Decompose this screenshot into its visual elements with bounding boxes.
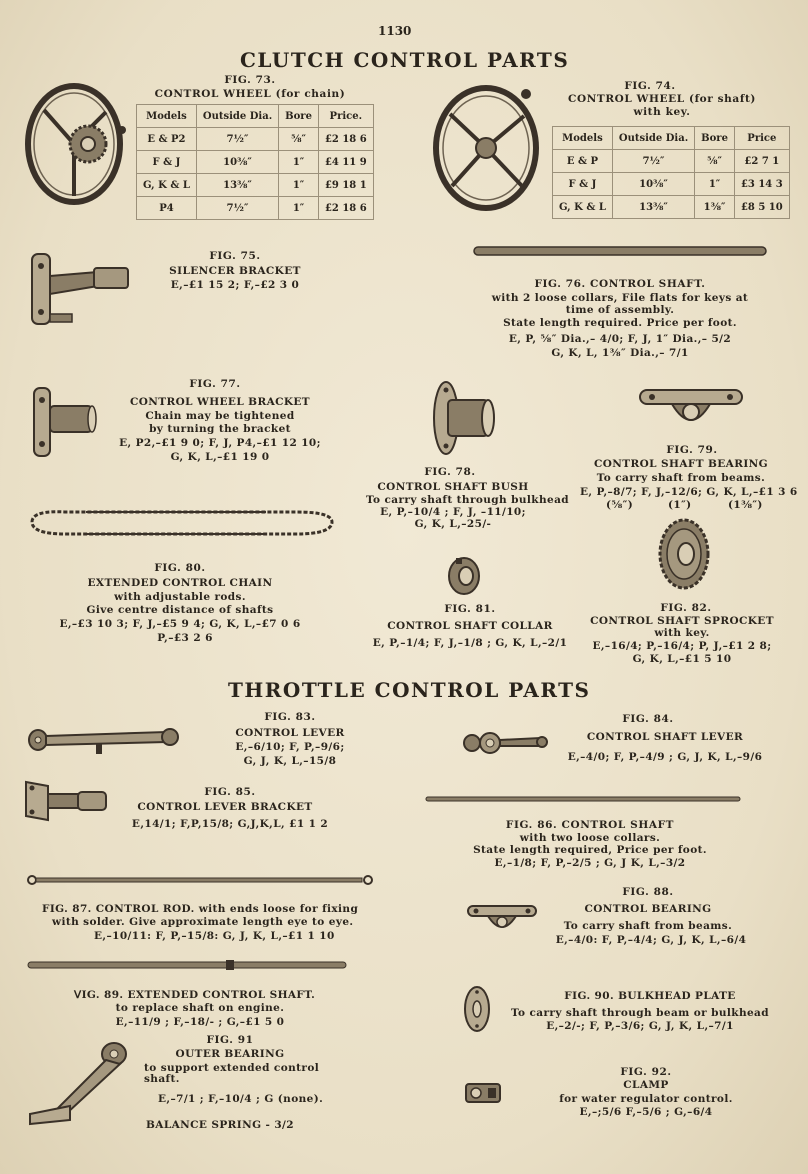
control-shaft-sprocket-illustration bbox=[656, 516, 712, 592]
fig77-title: CONTROL WHEEL BRACKET bbox=[129, 396, 311, 408]
fig80-label: FIG. 80. bbox=[154, 562, 206, 574]
fig85-price: E,14/1; F,P,15/8; G,J,K,L, £1 1 2 bbox=[131, 818, 329, 830]
control-shaft-bush-illustration bbox=[432, 378, 496, 458]
fig83-label: FIG. 83. bbox=[264, 711, 316, 723]
fig80-line-2: with adjustable rods. bbox=[114, 591, 246, 603]
table-row bbox=[553, 150, 790, 173]
fig84-label: FIG. 84. bbox=[622, 713, 674, 725]
control-bearing-illustration bbox=[466, 902, 538, 936]
fig82-line-3: E,–16/4; P,–16/4; P, J,–£1 2 8; bbox=[592, 640, 772, 652]
fig86-line-1: with two loose collars. bbox=[519, 832, 661, 844]
table-cell: £3 14 3 bbox=[734, 173, 789, 196]
fig88-label: FIG. 88. bbox=[622, 886, 674, 898]
fig74-header-outside-dia: Outside Dia. bbox=[612, 127, 694, 150]
fig73-header-models: Models bbox=[137, 105, 197, 128]
table-cell: 10⅜″ bbox=[196, 151, 278, 174]
table-cell: £9 18 1 bbox=[318, 174, 373, 197]
fig76-line-4: E, P, ⅝″ Dia.,– 4/0; F, J, 1″ Dia.,– 5/2 bbox=[508, 333, 732, 345]
extended-control-chain-illustration bbox=[26, 506, 336, 538]
table-cell: ⅝″ bbox=[695, 150, 735, 173]
fig73-title: CONTROL WHEEL (for chain) bbox=[154, 88, 346, 100]
fig74-header-models: Models bbox=[553, 127, 613, 150]
fig88-title: CONTROL BEARING bbox=[584, 903, 712, 915]
table-cell: 7½″ bbox=[196, 197, 278, 220]
fig73-label: FIG. 73. bbox=[224, 74, 276, 86]
fig84-price: E,–4/0; F, P,–4/9 ; G, J, K, L,–9/6 bbox=[567, 751, 763, 763]
fig73-header-outside-dia: Outside Dia. bbox=[196, 105, 278, 128]
table-cell: £2 18 6 bbox=[318, 128, 373, 151]
table-cell: 10⅜″ bbox=[612, 173, 694, 196]
control-shaft-bearing-illustration bbox=[638, 386, 744, 434]
fig82-label: FIG. 82. bbox=[660, 602, 712, 614]
control-shaft-collar-illustration bbox=[446, 556, 482, 596]
fig80-line-4: E,–£3 10 3; F, J,–£5 9 4; G, K, L,–£7 0 6 bbox=[59, 618, 301, 630]
fig79-line-3: E, P,–8/7; F, J,–12/6; G, K, L,–£1 3 6 bbox=[580, 486, 798, 498]
fig86-label: FIG. 86. CONTROL SHAFT bbox=[505, 819, 675, 831]
table-row bbox=[137, 174, 374, 197]
fig74-label: FIG. 74. bbox=[624, 80, 676, 92]
fig74-header-bore: Bore bbox=[695, 127, 735, 150]
table-row bbox=[553, 173, 790, 196]
control-shaft-86-illustration bbox=[424, 794, 742, 804]
fig74-header-price: Price bbox=[734, 127, 789, 150]
fig78-label: FIG. 78. bbox=[424, 466, 476, 478]
table-row bbox=[137, 197, 374, 220]
heading-throttle-control-parts: THROTTLE CONTROL PARTS bbox=[228, 678, 591, 702]
fig89-line-3: E,–11/9 ; F,–18/- ; G,–£1 5 0 bbox=[115, 1016, 285, 1028]
table-cell: 1″ bbox=[279, 151, 319, 174]
fig81-price: E, P,–1/4; F, J,–1/8 ; G, K, L,–2/1 bbox=[372, 637, 568, 649]
fig89-line-1: ᐯIG. 89. EXTENDED CONTROL SHAFT. bbox=[74, 989, 316, 1001]
heading-clutch-control-parts: CLUTCH CONTROL PARTS bbox=[240, 48, 570, 72]
fig90-line-2: To carry shaft through beam or bulkhead bbox=[510, 1007, 770, 1019]
table-cell: 1⅜″ bbox=[695, 196, 735, 219]
fig74-price-table bbox=[552, 126, 790, 219]
fig77-line-4: E, P2,–£1 9 0; F, J, P4,–£1 12 10; bbox=[119, 437, 321, 449]
fig80-line-5: P,–£3 2 6 bbox=[157, 632, 213, 644]
fig82-title: CONTROL SHAFT SPROCKET bbox=[590, 615, 774, 627]
fig90-title: FIG. 90. BULKHEAD PLATE bbox=[564, 990, 736, 1002]
fig78-line-4: G, K, L,–25/- bbox=[414, 518, 492, 530]
control-rod-illustration bbox=[26, 872, 376, 888]
clamp-illustration bbox=[462, 1080, 504, 1106]
table-cell: £2 7 1 bbox=[734, 150, 789, 173]
fig78-line-2: To carry shaft through bulkhead bbox=[366, 494, 570, 506]
outer-bearing-illustration bbox=[26, 1040, 130, 1126]
control-wheel-shaft-illustration bbox=[430, 82, 546, 214]
table-cell: G, K & L bbox=[553, 196, 613, 219]
fig91-title: OUTER BEARING bbox=[175, 1048, 285, 1060]
table-cell: F & J bbox=[553, 173, 613, 196]
silencer-bracket-illustration bbox=[28, 250, 132, 330]
balance-spring-price: BALANCE SPRING - 3/2 bbox=[146, 1119, 294, 1131]
fig85-title: CONTROL LEVER BRACKET bbox=[137, 801, 313, 813]
table-cell: £2 18 6 bbox=[318, 197, 373, 220]
control-shaft-lever-illustration bbox=[462, 730, 550, 756]
table-cell: 1″ bbox=[279, 174, 319, 197]
fig91-label: FIG. 91 bbox=[206, 1034, 254, 1046]
fig76-line-5: G, K, L, 1⅜″ Dia.,– 7/1 bbox=[551, 347, 689, 359]
table-cell: G, K & L bbox=[137, 174, 197, 197]
table-cell: 7½″ bbox=[612, 150, 694, 173]
fig81-title: CONTROL SHAFT COLLAR bbox=[387, 620, 553, 632]
table-row bbox=[553, 196, 790, 219]
fig92-line-3: E,–;5/6 F,–5/6 ; G,–6/4 bbox=[579, 1106, 713, 1118]
page-number: 1130 bbox=[378, 24, 412, 38]
fig79-size-3: (1⅜″) bbox=[728, 499, 763, 511]
fig73-header-price: Price. bbox=[318, 105, 373, 128]
fig87-line-2: with solder. Give approximate length eye to eye. bbox=[52, 916, 354, 928]
fig80-title: EXTENDED CONTROL CHAIN bbox=[87, 577, 273, 589]
fig77-label: FIG. 77. bbox=[189, 378, 241, 390]
fig76-label: FIG. 76. CONTROL SHAFT. bbox=[534, 278, 706, 290]
fig91-line-2: to support extended control bbox=[144, 1062, 320, 1074]
fig86-line-2: State length required, Price per foot. bbox=[473, 844, 707, 856]
fig76-line-3: State length required. Price per foot. bbox=[503, 317, 737, 329]
fig88-line-3: E,–4/0: F, P,–4/4; G, J, K, L,–6/4 bbox=[555, 934, 747, 946]
bulkhead-plate-illustration bbox=[462, 984, 492, 1034]
fig75-title: SILENCER BRACKET bbox=[169, 265, 301, 277]
fig74-title: CONTROL WHEEL (for shaft) bbox=[568, 93, 756, 105]
control-wheel-chain-illustration bbox=[22, 76, 134, 208]
fig79-size-1: (⅝″) bbox=[606, 499, 634, 511]
fig91-price: E,–7/1 ; F,–10/4 ; G (none). bbox=[158, 1093, 324, 1105]
control-wheel-bracket-illustration bbox=[32, 386, 98, 458]
fig85-label: FIG. 85. bbox=[204, 786, 256, 798]
table-cell: 1″ bbox=[695, 173, 735, 196]
fig83-title: CONTROL LEVER bbox=[235, 727, 345, 739]
fig77-line-2: Chain may be tightened bbox=[145, 410, 295, 422]
fig92-label: FIG. 92. bbox=[620, 1066, 672, 1078]
fig79-size-2: (1″) bbox=[668, 499, 692, 511]
table-cell: 1″ bbox=[279, 197, 319, 220]
table-cell: 13⅜″ bbox=[612, 196, 694, 219]
table-row bbox=[137, 151, 374, 174]
fig86-line-3: E,–1/8; F, P,–2/5 ; G, J K, L,–3/2 bbox=[494, 857, 686, 869]
fig75-label: FIG. 75. bbox=[209, 250, 261, 262]
fig74-subtitle: with key. bbox=[633, 106, 691, 118]
table-cell: E & P bbox=[553, 150, 613, 173]
fig89-line-2: to replace shaft on engine. bbox=[115, 1002, 285, 1014]
fig73-price-table bbox=[136, 104, 374, 220]
fig79-title: CONTROL SHAFT BEARING bbox=[593, 458, 769, 470]
fig84-title: CONTROL SHAFT LEVER bbox=[586, 731, 744, 743]
fig92-title: CLAMP bbox=[623, 1079, 669, 1091]
fig88-line-2: To carry shaft from beams. bbox=[563, 920, 733, 932]
table-cell: E & P2 bbox=[137, 128, 197, 151]
fig78-title: CONTROL SHAFT BUSH bbox=[377, 481, 529, 493]
table-cell: 13⅜″ bbox=[196, 174, 278, 197]
extended-control-shaft-illustration bbox=[26, 958, 348, 972]
fig83-line-2: E,–6/10; F, P,–9/6; bbox=[235, 741, 345, 753]
fig77-line-3: by turning the bracket bbox=[149, 423, 291, 435]
fig91-line-3: shaft. bbox=[144, 1073, 180, 1085]
table-cell: 7½″ bbox=[196, 128, 278, 151]
fig87-line-3: E,–10/11: F, P,–15/8: G, J, K, L,–£1 1 10 bbox=[94, 930, 335, 942]
fig82-line-2: with key. bbox=[654, 627, 710, 639]
table-cell: F & J bbox=[137, 151, 197, 174]
fig83-line-3: G, J, K, L,–15/8 bbox=[243, 755, 337, 767]
fig78-line-3: E, P,–10/4 ; F, J, –11/10; bbox=[380, 506, 526, 518]
fig77-line-5: G, K, L,–£1 19 0 bbox=[170, 451, 270, 463]
table-cell: £4 11 9 bbox=[318, 151, 373, 174]
fig79-line-2: To carry shaft from beams. bbox=[596, 472, 766, 484]
fig76-line-2: time of assembly. bbox=[565, 304, 675, 316]
fig92-line-2: for water regulator control. bbox=[559, 1093, 733, 1105]
table-cell: P4 bbox=[137, 197, 197, 220]
fig79-label: FIG. 79. bbox=[666, 444, 718, 456]
fig81-label: FIG. 81. bbox=[444, 603, 496, 615]
fig73-header-bore: Bore bbox=[279, 105, 319, 128]
control-lever-illustration bbox=[26, 726, 180, 756]
fig82-line-4: G, K, L,–£1 5 10 bbox=[632, 653, 732, 665]
table-cell: £8 5 10 bbox=[734, 196, 789, 219]
fig80-line-3: Give centre distance of shafts bbox=[86, 604, 274, 616]
fig87-line-1: FIG. 87. CONTROL ROD. with ends loose for fixing bbox=[42, 903, 359, 915]
control-lever-bracket-illustration bbox=[22, 778, 110, 824]
control-shaft-illustration bbox=[472, 244, 768, 258]
fig90-line-3: E,–2/-; F, P,–3/6; G, J, K, L,–7/1 bbox=[546, 1020, 734, 1032]
table-row bbox=[137, 128, 374, 151]
fig76-line-1: with 2 loose collars, File flats for keys at bbox=[491, 292, 749, 304]
table-cell: ⅝″ bbox=[279, 128, 319, 151]
fig75-price: E,–£1 15 2; F,–£2 3 0 bbox=[170, 279, 300, 291]
